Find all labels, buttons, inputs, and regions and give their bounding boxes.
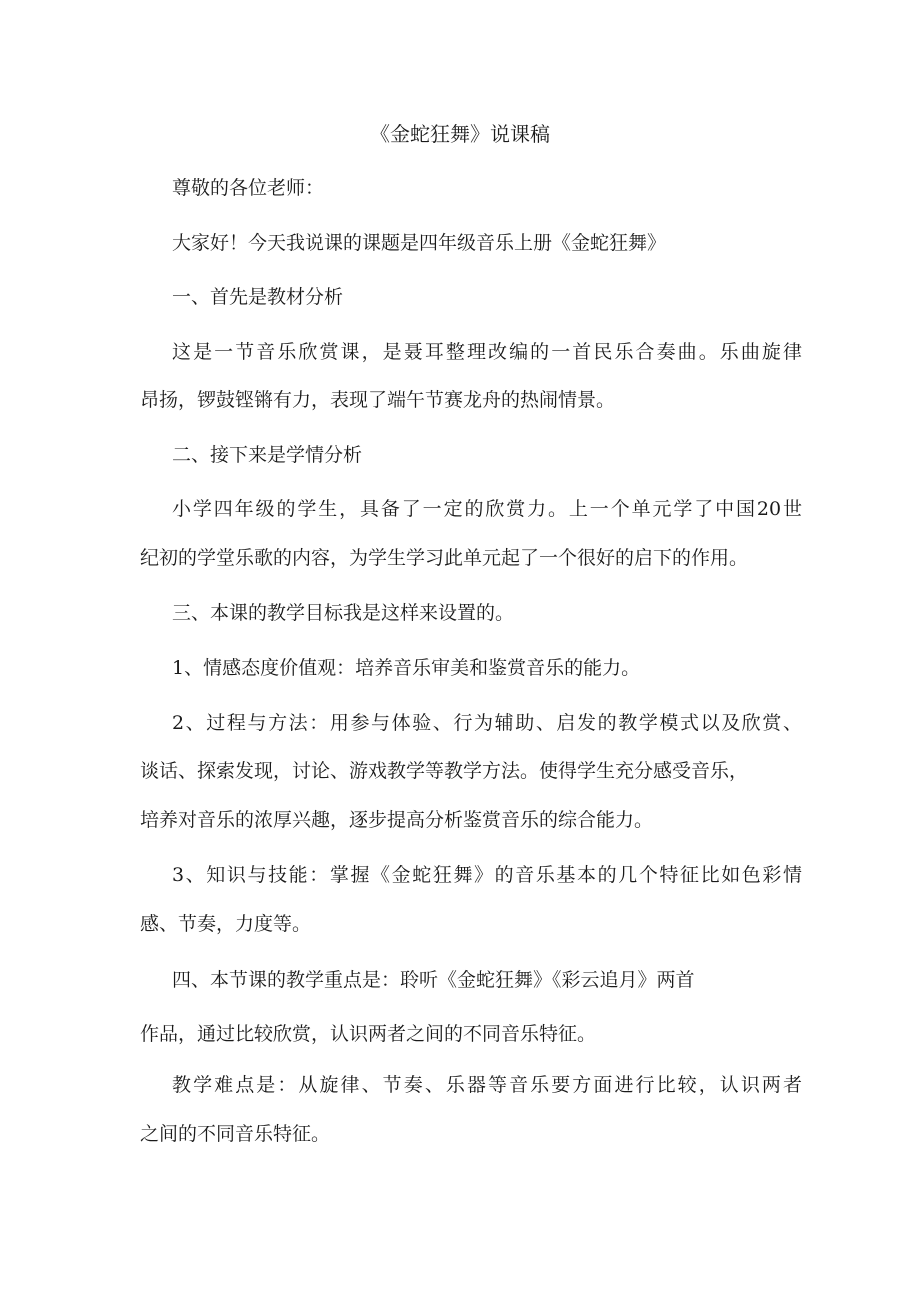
paragraph-line: 感、节奏，力度等。 (140, 913, 312, 935)
section-heading-2: 二、接下来是学情分析 (172, 444, 363, 466)
difficulty-line: 教学难点是：从旋律、节奏、乐器等音乐要方面进行比较，认识两者 (172, 1074, 802, 1096)
paragraph-line: 昂扬，锣鼓铿锵有力，表现了端午节赛龙舟的热闹情景。 (140, 389, 616, 411)
paragraph-line: 这是一节音乐欣赏课，是聂耳整理改编的一首民乐合奏曲。乐曲旋律 (172, 341, 802, 363)
salutation: 尊敬的各位老师： (172, 177, 325, 199)
paragraph-line: 小学四年级的学生，具备了一定的欣赏力。上一个单元学了中国20世 (172, 498, 802, 520)
paragraph-line: 纪初的学堂乐歌的内容，为学生学习此单元起了一个很好的启下的作用。 (140, 547, 749, 569)
objective-item-2: 2、过程与方法：用参与体验、行为辅助、启发的教学模式以及欣赏、 (172, 712, 802, 734)
paragraph-line: 作品，通过比较欣赏，认识两者之间的不同音乐特征。 (140, 1023, 597, 1045)
paragraph-line: 之间的不同音乐特征。 (140, 1123, 331, 1145)
greeting-line: 大家好！今天我说课的课题是四年级音乐上册《金蛇狂舞》 (172, 232, 667, 254)
document-title: 《金蛇狂舞》说课稿 (370, 122, 550, 146)
section-heading-4: 四、本节课的教学重点是：聆听《金蛇狂舞》《彩云追月》两首 (172, 969, 695, 991)
objective-item-1: 1、情感态度价值观：培养音乐审美和鉴赏音乐的能力。 (172, 657, 641, 679)
section-heading-1: 一、首先是教材分析 (172, 286, 344, 308)
paragraph-line: 培养对音乐的浓厚兴趣，逐步提高分析鉴赏音乐的综合能力。 (140, 809, 654, 831)
paragraph-line: 谈话、探索发现，讨论、游戏教学等教学方法。使得学生充分感受音乐， (140, 760, 749, 782)
section-heading-3: 三、本课的教学目标我是这样来设置的。 (172, 602, 515, 624)
objective-item-3: 3、知识与技能：掌握《金蛇狂舞》的音乐基本的几个特征比如色彩情 (172, 864, 802, 886)
